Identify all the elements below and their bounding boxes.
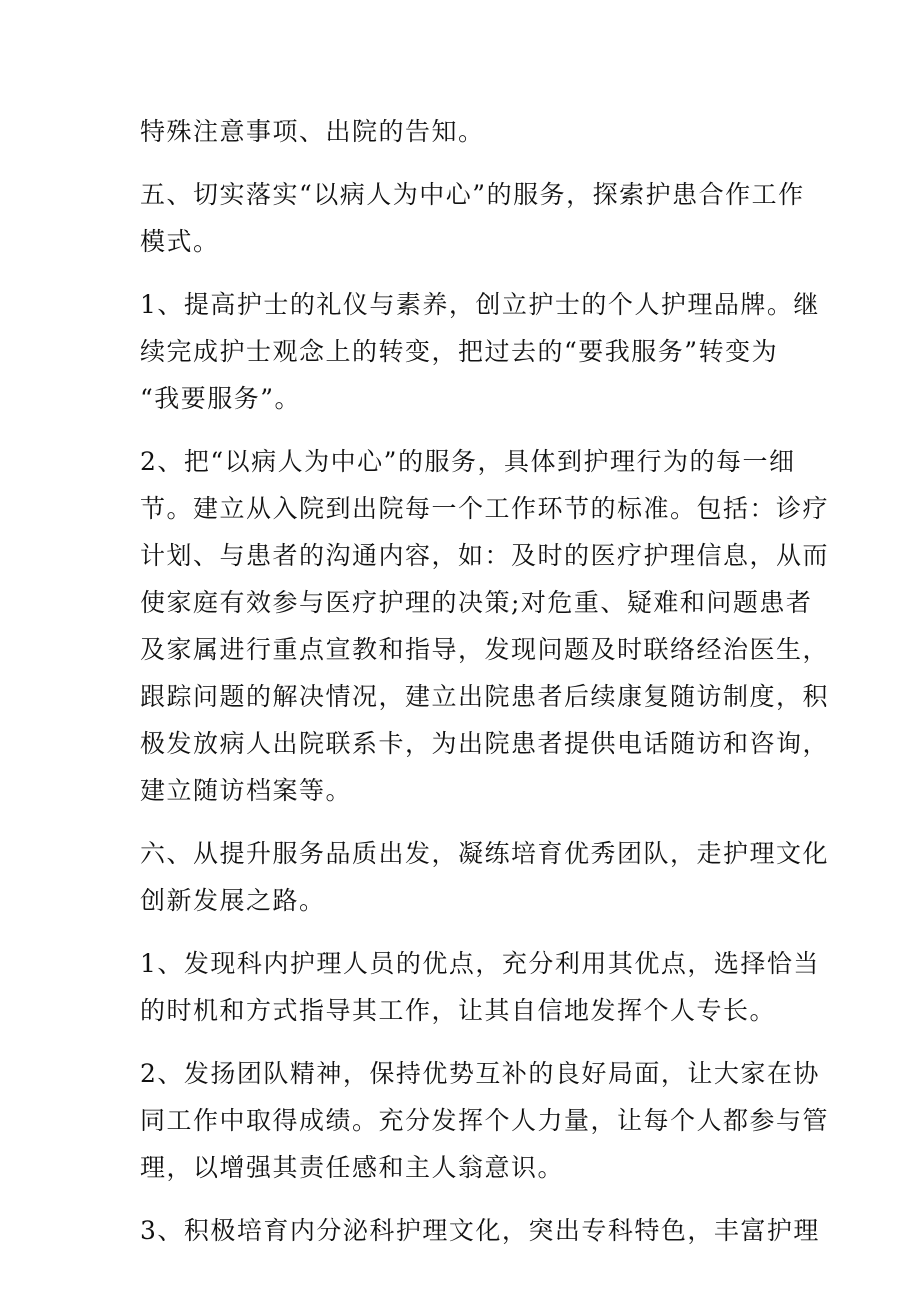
paragraph-gap: [140, 1191, 790, 1207]
text-line: 极发放病人出院联系卡，为出院患者提供电话随访和咨询，: [140, 729, 830, 758]
paragraph-gap: [140, 265, 790, 281]
text-line: 五、切实落实“以病人为中心”的服务，探索护患合作工作: [140, 180, 805, 209]
paragraph-gap: [140, 1034, 790, 1050]
text-line: 及家属进行重点宣教和指导，发现问题及时联络经治医生，: [140, 635, 830, 664]
paragraph: [140, 171, 805, 265]
text-line: 1、发现科内护理人员的优点，充分利用其优点，选择恰当: [140, 949, 820, 978]
text-line: 同工作中取得成绩。充分发挥个人力量，让每个人都参与管: [140, 1106, 830, 1135]
text-line: 理，以增强其责任感和主人翁意识。: [140, 1153, 565, 1182]
text-line: 特殊注意事项、出院的告知。: [140, 117, 485, 146]
text-line: 续完成护士观念上的转变，把过去的“要我服务”转变为: [140, 337, 779, 366]
text-line: 2、把“以病人为中心”的服务，具体到护理行为的每一细: [140, 447, 796, 476]
paragraph: [140, 1050, 830, 1191]
text-line: 六、从提升服务品质出发，凝练培育优秀团队，走护理文化: [140, 839, 830, 868]
paragraph-gap: [140, 155, 790, 171]
text-line: 模式。: [140, 227, 220, 256]
paragraph-gap: [140, 814, 790, 830]
paragraph: [140, 108, 790, 155]
paragraph-gap: [140, 924, 790, 940]
paragraph-gap: [140, 422, 790, 438]
paragraph: [140, 830, 830, 924]
paragraph: [140, 940, 820, 1034]
text-line: 节。建立从入院到出院每一个工作环节的标准。包括：诊疗: [140, 494, 830, 523]
text-line: 3、积极培育内分泌科护理文化，突出专科特色，丰富护理: [140, 1216, 820, 1245]
paragraph: [140, 281, 820, 422]
text-line: 使家庭有效参与医疗护理的决策;对危重、疑难和问题患者: [140, 588, 813, 617]
paragraph: [140, 438, 830, 814]
text-line: 2、发扬团队精神，保持优势互补的良好局面，让大家在协: [140, 1059, 820, 1088]
text-line: 1、提高护士的礼仪与素养，创立护士的个人护理品牌。继: [140, 290, 820, 319]
text-line: 跟踪问题的解决情况，建立出院患者后续康复随访制度，积: [140, 682, 830, 711]
document-body: [140, 108, 830, 1254]
text-line: 建立随访档案等。: [140, 776, 353, 805]
paragraph: [140, 1207, 820, 1254]
text-line: 的时机和方式指导其工作，让其自信地发挥个人专长。: [140, 996, 777, 1025]
text-line: 创新发展之路。: [140, 886, 326, 915]
text-line: 计划、与患者的沟通内容，如：及时的医疗护理信息，从而: [140, 541, 830, 570]
text-line: “我要服务”。: [140, 384, 302, 413]
